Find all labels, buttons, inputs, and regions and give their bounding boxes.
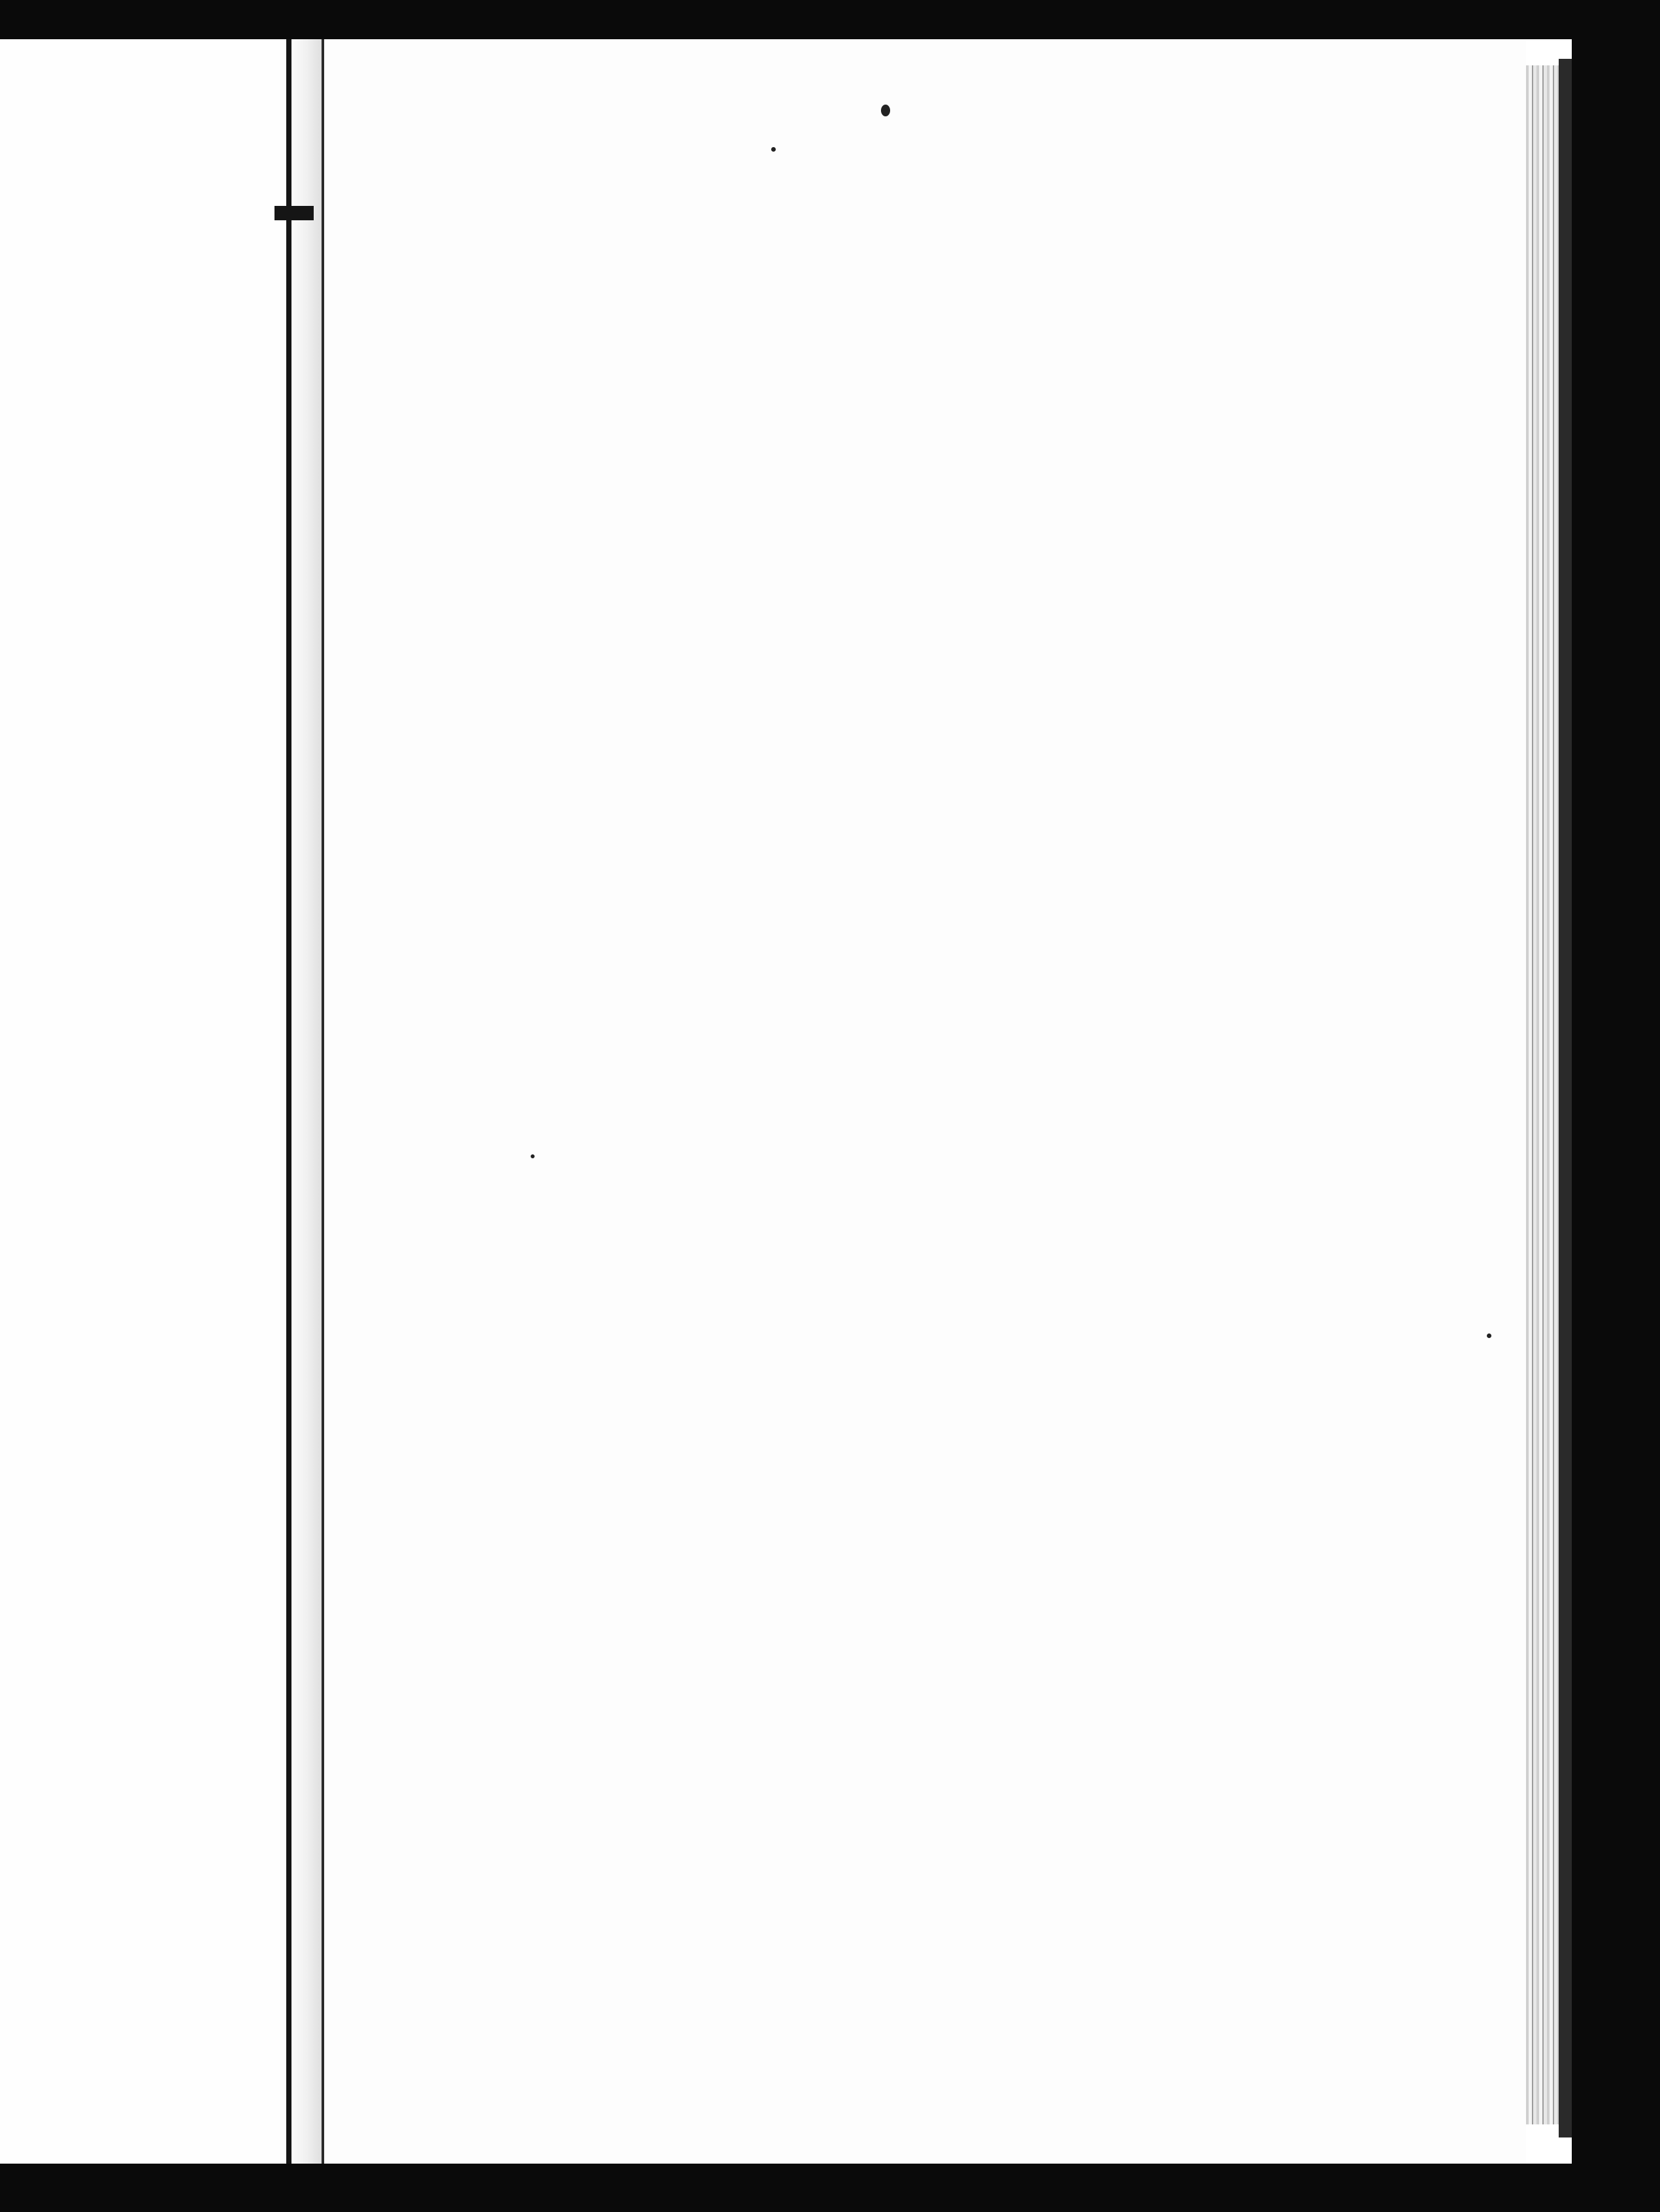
book-gutter — [286, 39, 324, 2164]
right-page — [324, 39, 1526, 2164]
dust-speck — [771, 147, 776, 152]
dust-speck — [881, 105, 890, 116]
scan-border-top — [0, 0, 1660, 39]
gutter-notch — [274, 206, 314, 220]
dust-speck — [1487, 1333, 1491, 1338]
gutter-edge-line — [286, 39, 291, 2164]
scan-border-right — [1572, 0, 1660, 2212]
page-stack-shadow — [1559, 59, 1572, 2137]
scan-border-bottom — [0, 2164, 1660, 2212]
left-page-fragment — [0, 39, 286, 2164]
dust-speck — [531, 1154, 535, 1158]
